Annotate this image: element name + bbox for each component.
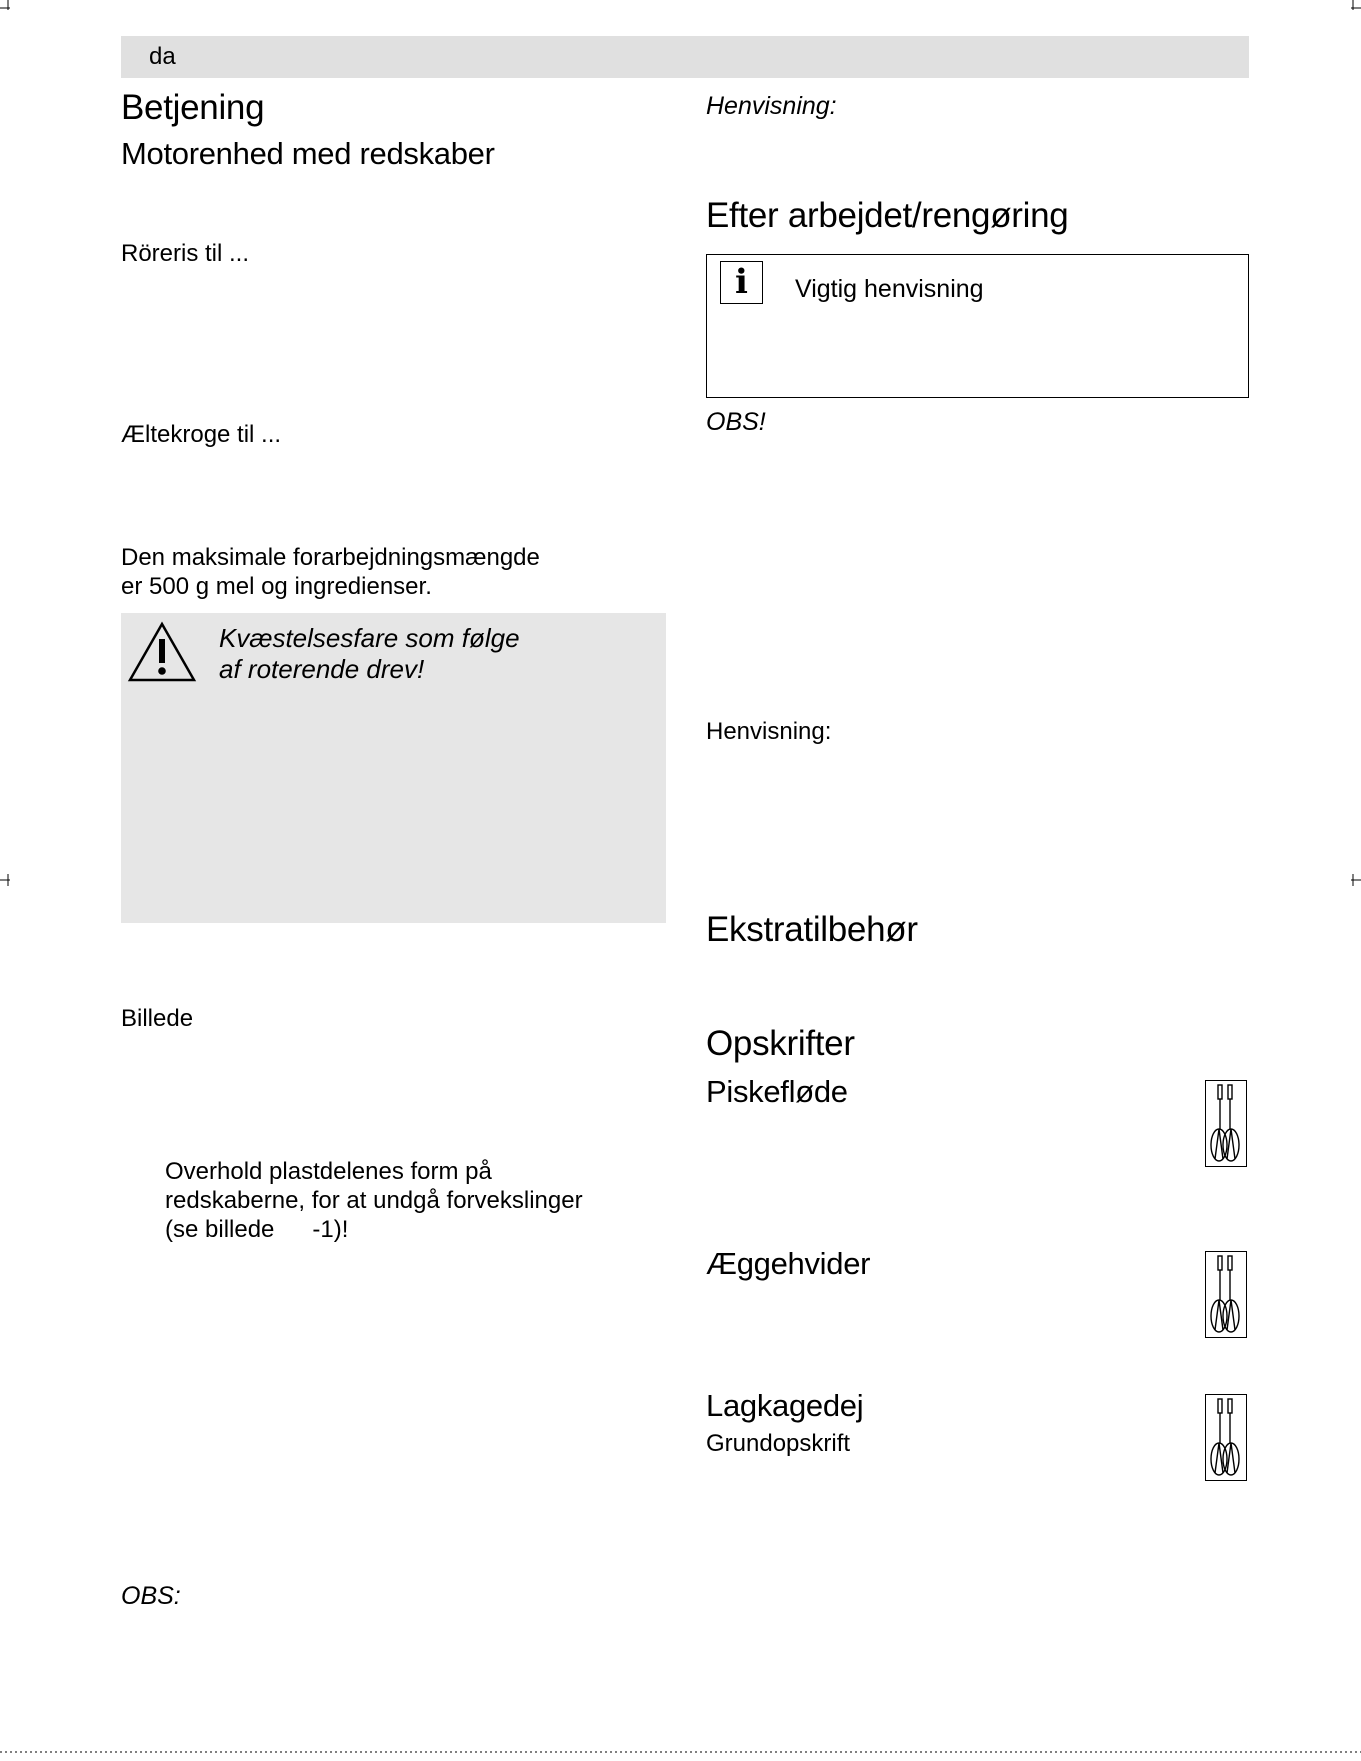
section-title-betjening: Betjening [121,88,265,127]
max-capacity-line-2: er 500 g mel og ingredienser. [121,573,432,600]
whisk-icon-graphic [1206,1395,1245,1479]
recipe-title-piskeflode: Piskefløde [706,1074,848,1109]
whisk-icon-graphic [1206,1252,1245,1336]
language-header-bar [121,36,1249,78]
max-capacity-text [121,543,540,601]
whisk-icon [1205,1251,1247,1338]
whisk-icon [1205,1080,1247,1167]
warning-title-line-1: Kvæstelsesfare som følge [219,623,520,653]
whisk-icon [1205,1394,1247,1481]
recipe-title-aeggehvider: Æggehvider [706,1246,871,1281]
note-line-1: Overhold plastdelenes form på [165,1158,492,1185]
section-title-efter-arbejdet: Efter arbejdet/rengøring [706,196,1069,235]
section-title-ekstratilbehor: Ekstratilbehør [706,910,918,949]
max-capacity-line-1: Den maksimale forarbejdningsmængde [121,544,540,571]
note-line-3-end: -1)! [312,1216,349,1243]
whisk-icon-graphic [1206,1081,1245,1165]
note-line-2: redskaberne, for at undgå forvekslinger [165,1187,583,1214]
info-title: Vigtig henvisning [795,275,984,303]
section-title-opskrifter: Opskrifter [706,1024,855,1063]
warning-box [121,613,666,923]
language-code: da [149,43,176,70]
recipe-title-lagkagedej: Lagkagedej [706,1388,864,1423]
subtitle-motorenhed: Motorenhed med redskaber [121,136,495,171]
info-box [706,254,1249,398]
label-aeltekroge: Æltekroge til ... [121,421,282,448]
plastic-parts-note [165,1157,583,1244]
note-line-3 [165,1215,583,1244]
warning-triangle-icon [127,621,197,683]
henvisning-mid: Henvisning: [706,718,832,745]
henvisning-top: Henvisning: [706,92,837,120]
info-icon: i [720,261,763,304]
recipe-subtitle-grundopskrift: Grundopskrift [706,1430,851,1457]
warning-title [219,623,520,685]
label-roreris: Röreris til ... [121,240,250,267]
label-billede: Billede [121,1005,194,1032]
warning-title-line-2: af roterende drev! [219,654,425,684]
note-line-3-start: (se billede [165,1216,275,1243]
obs-label-left: OBS: [121,1582,181,1610]
obs-label-right: OBS! [706,408,766,436]
